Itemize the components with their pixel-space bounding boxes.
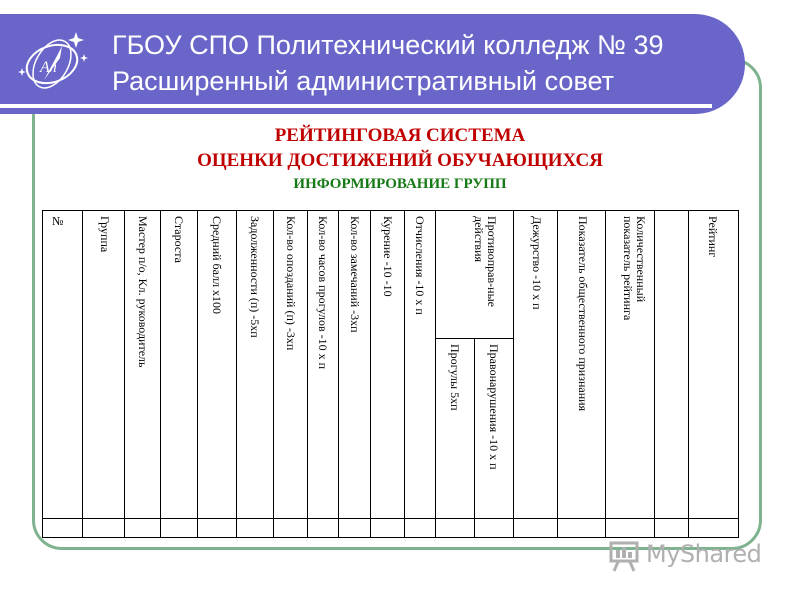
- header-absences: Кол-во часов прогулов -10 х п: [316, 216, 330, 370]
- rating-system-title: РЕЙТИНГОВАЯ СИСТЕМА: [274, 125, 526, 146]
- header-smoking: Курение -10 -10: [381, 216, 395, 297]
- col-line: [338, 210, 339, 538]
- header-quantitative-rating: Количественный показатель рейтинга: [621, 216, 648, 321]
- col-line: [197, 210, 198, 538]
- watermark: [608, 536, 768, 576]
- header-group: Группа: [98, 216, 112, 253]
- council-title: Расширенный административный совет: [112, 66, 614, 96]
- col-line: [370, 210, 371, 538]
- header-unlawful-actions: Противоправ-ные действия: [472, 216, 499, 310]
- header-expulsions: Отчисления -10 х п: [413, 216, 427, 315]
- header-duty: Дежурство -10 х п: [530, 216, 544, 310]
- header-monitor: Староста: [172, 216, 186, 263]
- achievement-title: ОЦЕНКИ ДОСТИЖЕНИЙ ОБУЧАЮЩИХСЯ: [197, 150, 603, 171]
- rocket-star-emblem-icon: [14, 24, 96, 96]
- table-row-divider: [42, 518, 739, 519]
- svg-text:Ал: Ал: [40, 59, 57, 76]
- col-line: [738, 210, 739, 538]
- col-line: [688, 210, 689, 538]
- col-line: [236, 210, 237, 538]
- col-line: [513, 210, 514, 538]
- college-title: ГБОУ СПО Политехнический колледж № 39: [112, 30, 664, 60]
- table-border-top: [42, 210, 739, 211]
- col-line: [42, 210, 43, 538]
- col-line: [605, 210, 606, 538]
- subheader-truancy: Прогулы 5хп: [448, 344, 462, 411]
- sub-col-line: [474, 338, 475, 538]
- rating-table: [42, 210, 739, 538]
- header-remarks: Кол-во замечаний -3хп: [348, 216, 362, 333]
- header-rating: Рейтинг: [706, 216, 720, 258]
- col-line: [82, 210, 83, 538]
- header-lateness: Кол-во опозданий (п) -3хп: [284, 216, 298, 351]
- col-line: [124, 210, 125, 538]
- header-debts: Задолженности (п) -5хп: [248, 216, 262, 338]
- header-banner: [0, 14, 745, 114]
- header-average-score: Средний балл х100: [210, 216, 224, 315]
- col-line: [307, 210, 308, 538]
- col-line: [435, 210, 436, 538]
- group-info-title: ИНФОРМИРОВАНИЕ ГРУПП: [293, 176, 507, 192]
- col-line: [273, 210, 274, 538]
- col-line: [557, 210, 558, 538]
- col-line: [160, 210, 161, 538]
- col-line: [404, 210, 405, 538]
- watermark-text: MyShared: [646, 540, 762, 568]
- subheader-offenses: Правонарушения -10 х п: [487, 344, 501, 470]
- header-master: Мастер п/о, Кл. руководитель: [136, 216, 150, 368]
- header-public-recognition: Показатель общественного признания: [576, 216, 590, 412]
- header-divider: [0, 104, 712, 108]
- header-number: №: [52, 214, 64, 228]
- col-line: [654, 210, 655, 538]
- presentation-board-icon: [608, 540, 642, 572]
